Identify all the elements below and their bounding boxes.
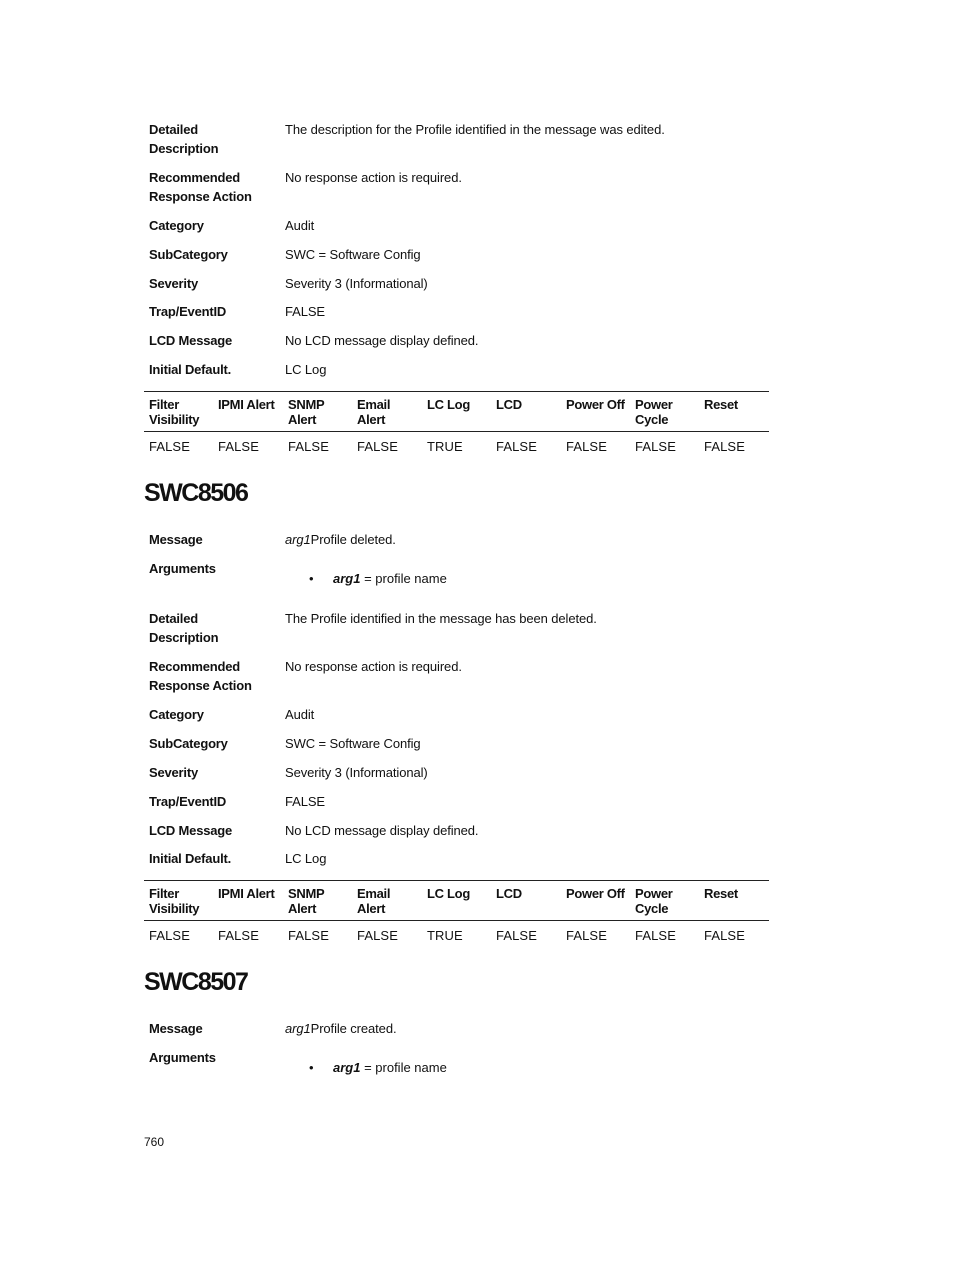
- field-value: Severity 3 (Informational): [285, 276, 428, 291]
- table-cell: FALSE: [635, 928, 676, 943]
- table-header-rule: [144, 431, 769, 432]
- field-value: LC Log: [285, 851, 327, 866]
- table-top-rule: [144, 880, 769, 881]
- col-lcd: LCD: [496, 886, 522, 901]
- col-ipmi-alert: IPMI Alert: [218, 886, 275, 901]
- col-filter-visibility: Filter Visibility: [149, 397, 200, 427]
- table-cell: FALSE: [566, 928, 607, 943]
- message-text: Profile deleted.: [310, 532, 396, 547]
- col-power-off: Power Off: [566, 397, 625, 412]
- argument-name: arg1: [333, 571, 361, 586]
- field-value: SWC = Software Config: [285, 736, 421, 751]
- message-arg: arg1: [285, 1021, 311, 1036]
- table-top-rule: [144, 391, 769, 392]
- field-label: Category: [149, 707, 204, 722]
- col-reset: Reset: [704, 397, 738, 412]
- field-value: LC Log: [285, 362, 327, 377]
- col-snmp-alert: SNMP Alert: [288, 886, 325, 916]
- table-cell: FALSE: [704, 439, 745, 454]
- table-cell: TRUE: [427, 439, 463, 454]
- field-label: Message: [149, 1021, 203, 1036]
- table-cell: FALSE: [288, 928, 329, 943]
- table-cell: FALSE: [704, 928, 745, 943]
- message-arg: arg1: [285, 532, 311, 547]
- field-value: The description for the Profile identified in the message was edited.: [285, 122, 665, 137]
- field-value: No LCD message display defined.: [285, 823, 479, 838]
- col-power-cycle: Power Cycle: [635, 886, 673, 916]
- field-label: Initial Default.: [149, 851, 232, 866]
- field-value: No response action is required.: [285, 659, 462, 674]
- page-number: 760: [144, 1135, 165, 1149]
- bullet-icon: •: [309, 571, 314, 586]
- col-filter-visibility: Filter Visibility: [149, 886, 200, 916]
- field-label: Severity: [149, 276, 198, 291]
- col-reset: Reset: [704, 886, 738, 901]
- col-email-alert: Email Alert: [357, 397, 391, 427]
- col-ipmi-alert: IPMI Alert: [218, 397, 275, 412]
- argument-description: = profile name: [360, 1060, 447, 1075]
- field-value: SWC = Software Config: [285, 247, 421, 262]
- field-value: [285, 1019, 769, 1038]
- table-cell: FALSE: [496, 928, 537, 943]
- table-cell: FALSE: [357, 928, 398, 943]
- field-value: Audit: [285, 218, 315, 233]
- field-label: Recommended Response Action: [149, 170, 252, 204]
- argument-description: = profile name: [360, 571, 447, 586]
- field-label: Trap/EventID: [149, 304, 227, 319]
- field-label: Detailed Description: [149, 611, 219, 645]
- table-cell: FALSE: [149, 928, 190, 943]
- col-lc-log: LC Log: [427, 886, 470, 901]
- col-email-alert: Email Alert: [357, 886, 391, 916]
- col-power-off: Power Off: [566, 886, 625, 901]
- col-power-cycle: Power Cycle: [635, 397, 673, 427]
- field-value: The Profile identified in the message has been deleted.: [285, 611, 597, 626]
- field-label: SubCategory: [149, 247, 228, 262]
- table-cell: FALSE: [496, 439, 537, 454]
- table-cell: FALSE: [218, 439, 259, 454]
- field-value: Audit: [285, 707, 315, 722]
- field-value: No LCD message display defined.: [285, 333, 479, 348]
- field-label: Detailed Description: [149, 122, 219, 156]
- table-cell: FALSE: [566, 439, 607, 454]
- col-lcd: LCD: [496, 397, 522, 412]
- field-value: [285, 530, 769, 549]
- bullet-icon: •: [309, 1060, 314, 1075]
- field-label: Message: [149, 532, 203, 547]
- section-title-swc8507: SWC8507: [144, 968, 248, 996]
- field-label: Severity: [149, 765, 198, 780]
- argument-name: arg1: [333, 1060, 361, 1075]
- field-label: LCD Message: [149, 333, 233, 348]
- table-cell: TRUE: [427, 928, 463, 943]
- section-title-swc8506: SWC8506: [144, 479, 248, 507]
- table-cell: FALSE: [288, 439, 329, 454]
- table-cell: FALSE: [149, 439, 190, 454]
- field-value: FALSE: [285, 304, 325, 319]
- table-cell: FALSE: [218, 928, 259, 943]
- field-value: Severity 3 (Informational): [285, 765, 428, 780]
- field-label: Category: [149, 218, 204, 233]
- message-text: Profile created.: [310, 1021, 397, 1036]
- table-header-rule: [144, 920, 769, 921]
- field-value: FALSE: [285, 794, 325, 809]
- table-cell: FALSE: [357, 439, 398, 454]
- field-label: Recommended Response Action: [149, 659, 252, 693]
- field-value: No response action is required.: [285, 170, 462, 185]
- field-label: LCD Message: [149, 823, 233, 838]
- table-cell: FALSE: [635, 439, 676, 454]
- field-label: Arguments: [149, 1050, 216, 1065]
- field-label: Arguments: [149, 561, 216, 576]
- field-label: SubCategory: [149, 736, 228, 751]
- field-label: Trap/EventID: [149, 794, 227, 809]
- col-lc-log: LC Log: [427, 397, 470, 412]
- col-snmp-alert: SNMP Alert: [288, 397, 325, 427]
- field-label: Initial Default.: [149, 362, 232, 377]
